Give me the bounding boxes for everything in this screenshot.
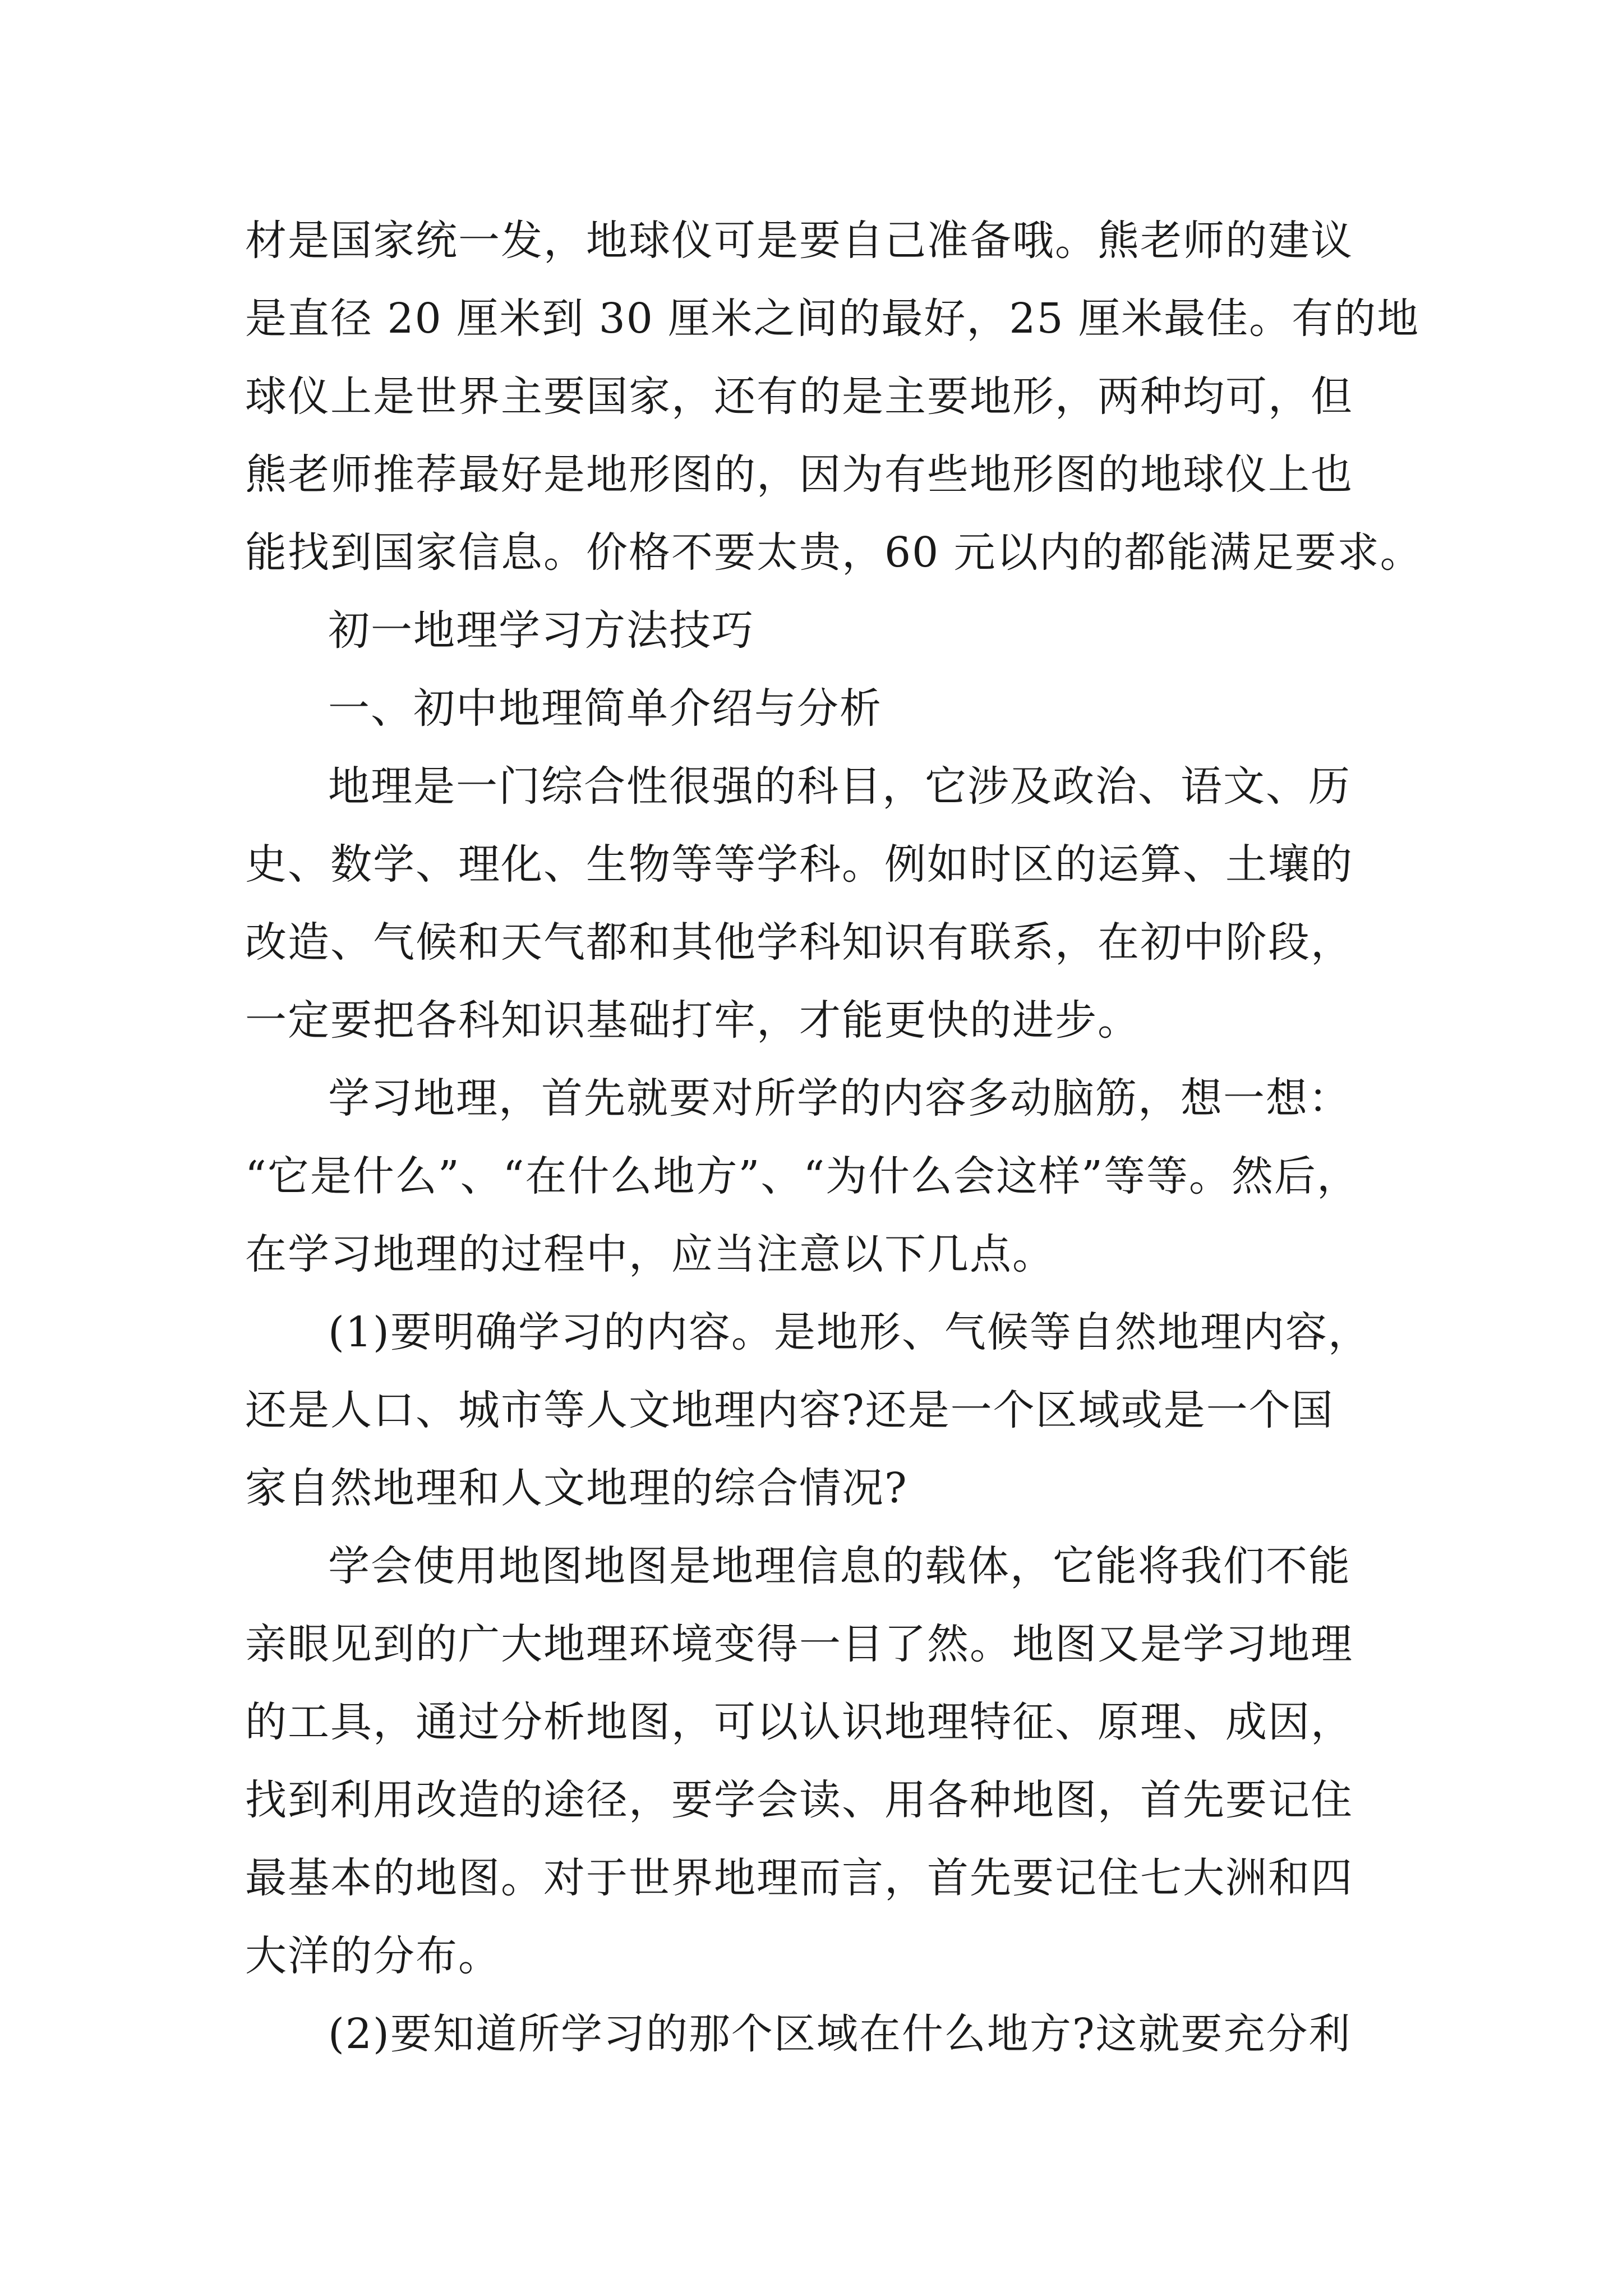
text-line: 学习地理，首先就要对所学的内容多动脑筋，想一想：	[328, 1074, 1351, 1122]
text-line: 最基本的地图。对于世界地理而言，首先要记住七大洲和四	[245, 1854, 1353, 1902]
text-line: 一定要把各科知识基础打牢，才能更快的进步。	[245, 996, 1140, 1045]
text-line: 史、数学、理化、生物等等学科。例如时区的运算、土壤的	[245, 840, 1353, 889]
text-line: 地理是一门综合性很强的科目，它涉及政治、语文、历	[328, 762, 1351, 811]
text-line: 学会使用地图地图是地理信息的载体，它能将我们不能	[328, 1542, 1351, 1590]
text-line: 能找到国家信息。价格不要太贵，60 元以内的都能满足要求。	[245, 528, 1423, 577]
text-line: 在学习地理的过程中，应当注意以下几点。	[245, 1230, 1055, 1278]
text-line: 的工具，通过分析地图，可以认识地理特征、原理、成因，	[245, 1698, 1353, 1746]
text-line: (1)要明确学习的内容。是地形、气候等自然地理内容，	[328, 1308, 1371, 1356]
text-line: 大洋的分布。	[245, 1932, 501, 1980]
text-line: 球仪上是世界主要国家，还有的是主要地形，两种均可，但	[245, 372, 1353, 421]
text-line: 亲眼见到的广大地理环境变得一目了然。地图又是学习地理	[245, 1620, 1353, 1668]
text-line: 改造、气候和天气都和其他学科知识有联系，在初中阶段，	[245, 918, 1353, 967]
body-text	[245, 202, 1423, 2073]
text-line: (2)要知道所学习的那个区域在什么地方?这就要充分利	[328, 2010, 1352, 2058]
section-heading: 初一地理学习方法技巧	[328, 606, 754, 655]
text-line: 家自然地理和人文地理的综合情况?	[245, 1464, 908, 1512]
text-line: 是直径 20 厘米到 30 厘米之间的最好，25 厘米最佳。有的地	[245, 295, 1420, 343]
text-line: “它是什么”、“在什么地方”、“为什么会这样”等等。然后，	[245, 1152, 1359, 1200]
subsection-heading: 一、初中地理简单介绍与分析	[328, 684, 882, 733]
text-line: 熊老师推荐最好是地形图的，因为有些地形图的地球仪上也	[245, 450, 1353, 499]
text-line: 材是国家统一发，地球仪可是要自己准备哦。熊老师的建议	[245, 217, 1353, 265]
text-line: 找到利用改造的途径，要学会读、用各种地图，首先要记住	[245, 1776, 1353, 1824]
text-line: 还是人口、城市等人文地理内容?还是一个区域或是一个国	[245, 1386, 1334, 1434]
